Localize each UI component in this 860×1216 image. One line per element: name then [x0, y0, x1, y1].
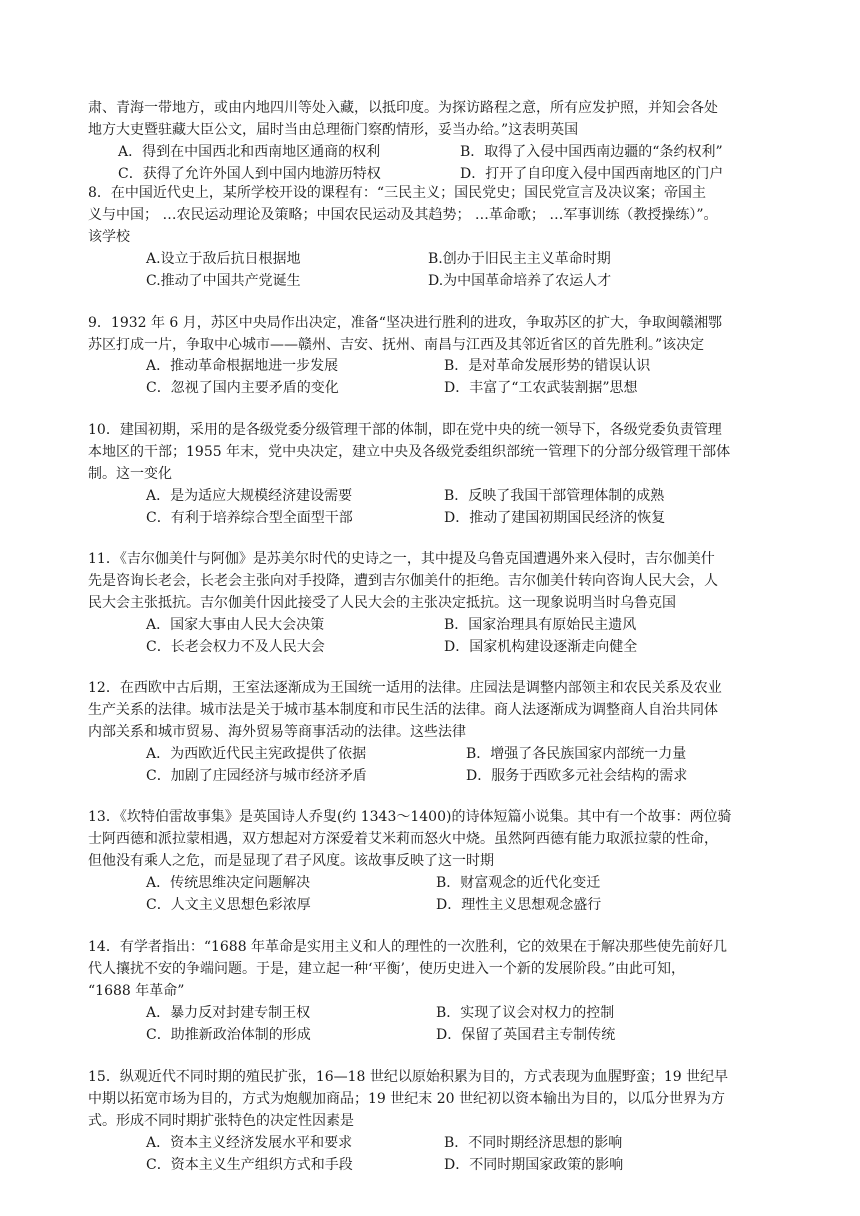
- q15-option-c[interactable]: C．资本主义生产组织方式和手段: [146, 1157, 353, 1173]
- q14-option-b[interactable]: B．实现了议会对权力的控制: [436, 1005, 615, 1021]
- q15-stem-line-1: 15．纵观近代不同时期的殖民扩张，16—18 世纪以原始积累为目的，方式表现为血腥野蛮；19 世纪早: [88, 1069, 729, 1085]
- q10-option-b[interactable]: B．反映了我国干部管理体制的成熟: [444, 488, 665, 504]
- q7-stem-line-2: 地方大吏暨驻藏大臣公文，届时当由总理衙门察酌情形，妥当办给。”这表明英国: [88, 122, 579, 138]
- q8-stem-line-3: 该学校: [88, 229, 130, 245]
- q11-option-b[interactable]: B．国家治理具有原始民主遗风: [444, 617, 637, 633]
- q15-stem-line-2: 中期以拓宽市场为目的，方式为炮舰加商品；19 世纪末 20 世纪初以资本输出为目的，以瓜分世界为方: [88, 1091, 725, 1107]
- q7-stem-line-1: 肃、青海一带地方，或由内地四川等处入藏，以抵印度。为探访路程之意，所有应发护照，并知会各处: [88, 100, 718, 116]
- q14-option-d[interactable]: D．保留了英国君主专制传统: [436, 1027, 616, 1043]
- q13-option-b[interactable]: B．财富观念的近代化变迁: [436, 875, 601, 891]
- q8-stem-line-1: 8．在中国近代史上，某所学校开设的课程有：“三民主义；国民党史；国民党宣言及决议案；帝国主: [88, 185, 707, 201]
- q14-option-a[interactable]: A．暴力反对封建专制王权: [146, 1005, 311, 1021]
- q13-stem-line-2: 士阿西德和派拉蒙相遇，双方想起对方深爱着艾米莉而怒火中烧。虽然阿西德有能力取派拉蒙的性命，: [88, 831, 718, 847]
- q12-stem-line-2: 生产关系的法律。城市法是关于城市基本制度和市民生活的法律。商人法逐渐成为调整商人自治共同体: [88, 702, 718, 718]
- q15-option-a[interactable]: A．资本主义经济发展水平和要求: [146, 1135, 353, 1151]
- q9-stem-line-2: 苏区打成一片，争取中心城市——赣州、吉安、抚州、南昌与江西及其邻近省区的首先胜利。”该决定: [88, 337, 705, 353]
- q14-stem-line-3: “1688 年革命”: [88, 983, 185, 999]
- q10-option-a[interactable]: A．是为适应大规模经济建设需要: [146, 488, 353, 504]
- q7-option-d[interactable]: D．打开了自印度入侵中国西南地区的门户: [460, 166, 724, 182]
- q13-option-a[interactable]: A．传统思维决定问题解决: [146, 875, 311, 891]
- q11-stem-line-2: 先是咨询长老会，长老会主张向对手投降，遭到吉尔伽美什的拒绝。吉尔伽美什转向咨询人民大会，人: [88, 573, 718, 589]
- q14-stem-line-1: 14．有学者指出：“1688 年革命是实用主义和人的理性的一次胜利，它的效果在于解决那些使先前好几: [88, 939, 728, 955]
- q10-stem-line-2: 本地区的干部；1955 年末，党中央决定，建立中央及各级党委组织部统一管理下的分部分级管理干部体: [88, 444, 731, 460]
- q8-option-b[interactable]: B.创办于旧民主主义革命时期: [428, 251, 611, 267]
- q11-option-c[interactable]: C．长老会权力不及人民大会: [146, 639, 325, 655]
- q12-stem-line-1: 12．在西欧中古后期，王室法逐渐成为王国统一适用的法律。庄园法是调整内部领主和农民关系及农业: [88, 680, 722, 696]
- q14-option-c[interactable]: C．助推新政治体制的形成: [146, 1027, 311, 1043]
- q12-option-d[interactable]: D．服务于西欧多元社会结构的需求: [466, 768, 688, 784]
- q7-option-a[interactable]: A．得到在中国西北和西南地区通商的权利: [118, 144, 381, 160]
- q11-stem-line-3: 民大会主张抵抗。吉尔伽美什因此接受了人民大会的主张决定抵抗。这一现象说明当时乌鲁克国: [88, 595, 676, 611]
- q8-option-c[interactable]: C.推动了中国共产党诞生: [146, 273, 301, 289]
- q8-option-d[interactable]: D.为中国革命培养了农运人才: [428, 273, 612, 289]
- q10-option-c[interactable]: C．有利于培养综合型全面型干部: [146, 510, 353, 526]
- q12-option-b[interactable]: B．增强了各民族国家内部统一力量: [466, 746, 687, 762]
- q15-option-b[interactable]: B．不同时期经济思想的影响: [444, 1135, 623, 1151]
- q13-option-c[interactable]: C．人文主义思想色彩浓厚: [146, 897, 311, 913]
- q7-option-c[interactable]: C．获得了允许外国人到中国内地游历特权: [118, 166, 381, 182]
- q11-option-a[interactable]: A．国家大事由人民大会决策: [146, 617, 325, 633]
- q9-option-d[interactable]: D．丰富了“工农武装割据”思想: [444, 380, 638, 396]
- q11-stem-line-1: 11．《吉尔伽美什与阿伽》是苏美尔时代的史诗之一，其中提及乌鲁克国遭遇外来入侵时，吉尔伽美什: [88, 551, 715, 567]
- q9-option-b[interactable]: B．是对革命发展形势的错误认识: [444, 358, 651, 374]
- q9-option-a[interactable]: A．推动革命根据地进一步发展: [146, 358, 339, 374]
- q7-option-b[interactable]: B．取得了入侵中国西南边疆的“条约权利”: [460, 144, 723, 160]
- q12-option-a[interactable]: A．为西欧近代民主宪政提供了依据: [146, 746, 367, 762]
- q13-stem-line-3: 但他没有乘人之危，而是显现了君子风度。该故事反映了这一时期: [88, 853, 494, 869]
- q9-option-c[interactable]: C．忽视了国内主要矛盾的变化: [146, 380, 339, 396]
- q10-stem-line-3: 制。这一变化: [88, 466, 172, 482]
- q9-stem-line-1: 9．1932 年 6 月，苏区中央局作出决定，准备“坚决进行胜利的进攻，争取苏区的扩大，争取闽赣湘鄂: [88, 315, 722, 331]
- q12-stem-line-3: 内部关系和城市贸易、海外贸易等商事活动的法律。这些法律: [88, 724, 466, 740]
- q15-option-d[interactable]: D．不同时期国家政策的影响: [444, 1157, 624, 1173]
- q13-stem-line-1: 13．《坎特伯雷故事集》是英国诗人乔叟(约 1343～1400)的诗体短篇小说集。其中有一个故事：两位骑: [88, 809, 732, 825]
- q10-stem-line-1: 10．建国初期，采用的是各级党委分级管理干部的体制，即在党中央的统一领导下，各级党委负责管理: [88, 422, 722, 438]
- q8-option-a[interactable]: A.设立于敌后抗日根据地: [146, 251, 301, 267]
- q12-option-c[interactable]: C．加剧了庄园经济与城市经济矛盾: [146, 768, 367, 784]
- q13-option-d[interactable]: D．理性主义思想观念盛行: [436, 897, 602, 913]
- q15-stem-line-3: 式。形成不同时期扩张特色的决定性因素是: [88, 1113, 354, 1129]
- q11-option-d[interactable]: D．国家机构建设逐渐走向健全: [444, 639, 638, 655]
- q14-stem-line-2: 代人攘扰不安的争端问题。于是，建立起一种‘平衡’，使历史进入一个新的发展阶段。”由此可知，: [88, 961, 686, 977]
- q8-stem-line-2: 义与中国； …农民运动理论及策略；中国农民运动及其趋势； …革命歌； …军事训练（教授操练）”。: [88, 207, 718, 223]
- q10-option-d[interactable]: D．推动了建国初期国民经济的恢复: [444, 510, 666, 526]
